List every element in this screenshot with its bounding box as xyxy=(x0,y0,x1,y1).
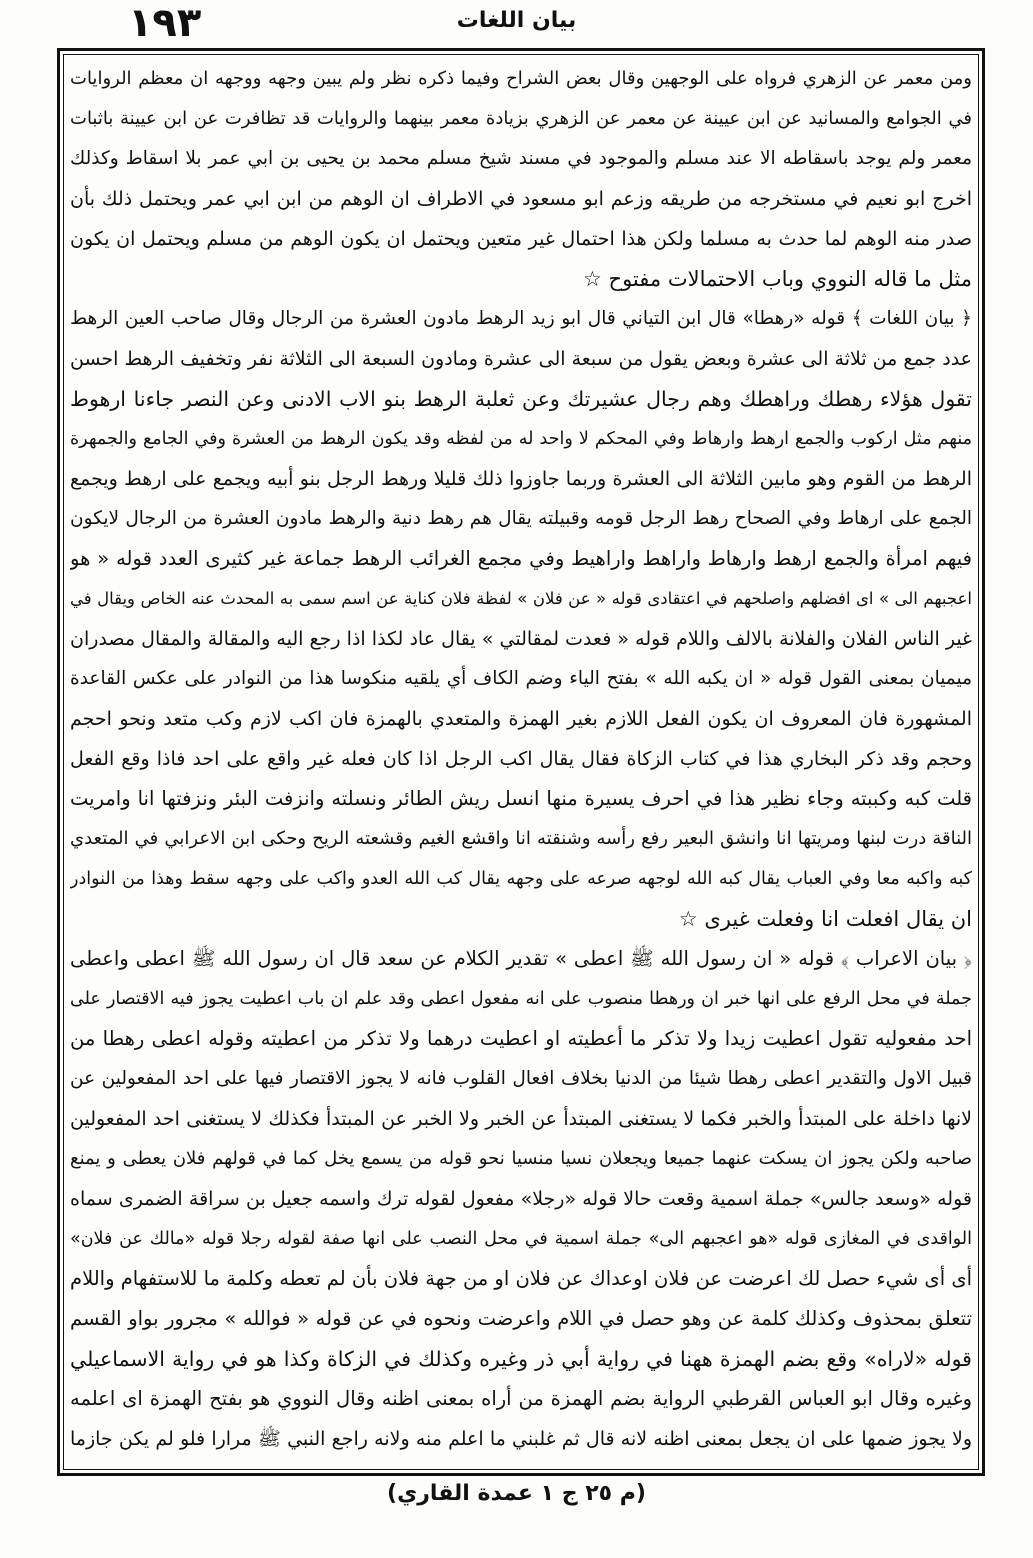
text-line: وغيره وقال ابو العباس القرطبي الرواية بضم الهمزة من أراه بمعنى اظنه وقال النووي هو بفتح الهمزة اى اعلمه xyxy=(70,1387,972,1410)
text-line: تقول هؤلاء رهطك وراهطك وهم رجال عشيرتك وعن ثعلبة الرهط بنو الاب الادنى وعن النصر جاءنا ارهوط xyxy=(70,387,972,411)
text-line: قلت كبه وكببته وجاء نظير هذا في احرف يسيرة منها انسل ريش الطائر ونسلته وانزفت البئر ونزفتها انا وامريت xyxy=(70,787,972,810)
text-line: صاحبه ولكن يجوز ان يسكت عنهما جميعا ويجعلان نسيا منسيا نحو قوله من يسمع يخل كما في قولهم فلان يعطى و يمنع xyxy=(70,1148,972,1169)
text-line: في الجوامع والمسانيد عن ابن عيينة عن معمر عن الزهري بزيادة معمر بينهما والروايات قد تظافرت عن ابن عيينة باثبات xyxy=(70,108,972,129)
text-line: تتعلق بمحذوف وكذلك كلمة عن وهو حصل في اللام واعرضت ونحوه في عن قوله « فوالله » مجرور بواو القسم xyxy=(70,1307,972,1330)
text-line: ﴿ بيان اللغات ﴾ قوله «رهطا» قال ابن التياني قال ابو زيد الرهط مادون العشرة من الرجال وقال صاحب العين الرهط xyxy=(70,308,972,329)
text-line: أى أى شيء حصل لك اعرضت عن فلان اوعداك عن فلان او من جهة فلان بأن لم تعطه وكلمة ما للاستفهام واللام xyxy=(70,1267,972,1290)
text-line: مثل ما قاله النووي وباب الاحتمالات مفتوح ☆ xyxy=(583,267,972,291)
text-line: صدر منه الوهم لما حدث به مسلما ولكن هذا احتمال غير متعين ويحتمل ان يكون الوهم من مسلم ويحتمل ان يكون xyxy=(70,228,972,250)
paragraph xyxy=(70,939,972,1459)
text-line: الناقة درت لبنها ومريتها انا وانشق البعير رفع رأسه وشنقته انا واقشع الغيم وقشعته الريح وحكى ابن الاعرابي في المتعدي xyxy=(70,828,972,849)
text-line: معمر ولم يوجد باسقاطه الا عند مسلم والموجود في مسند شيخ مسلم محمد بن يحيى بن ابي عمر بلا اسقاط وكذلك xyxy=(70,148,972,169)
text-line: فيهم امرأة والجمع ارهط وارهاط واراهط واراهيط وفي مجمع الغرائب الرهط جماعة غير كثيرى العدد قوله « هو xyxy=(70,547,972,570)
text-line: الواقدى في المغازى قوله «هو اعجبهم الى» جملة اسمية في محل النصب على انها صفة لقوله رجلا قوله «مالك عن فلان» xyxy=(70,1229,972,1249)
paragraph xyxy=(70,299,972,939)
text-line: عدد جمع من ثلاثة الى عشرة وبعض يقول من سبعة الى عشرة ومادون السبعة الى الثلاثة نفر وتخفيف الرهط احسن xyxy=(70,348,972,370)
text-line: منهم مثل اركوب والجمع ارهط وارهاط وفي المحكم لا واحد له من لفظه وقد يكون الرهط من العشرة وفي الجامع والجمهرة xyxy=(70,429,972,449)
text-line: قوله «لاراه» وقع بضم الهمزة ههنا في رواية أبي ذر وغيره وكذلك في الزكاة وكذا هو في رواية الاسماعيلي xyxy=(70,1347,972,1371)
page-frame-inner xyxy=(63,54,979,1470)
running-title: بيان اللغات xyxy=(456,8,577,33)
text-line: الجمع على ارهاط وفي الصحاح رهط الرجل قومه وقبيلته يقال هم رهط دنية والرهط مادون العشرة من الرجال لايكون xyxy=(70,508,972,529)
text-line: قوله «وسعد جالس» جملة اسمية وقعت حالا قوله «رجلا» مفعول لقوله ترك واسمه جعيل بن سراقة الضمرى سماه xyxy=(70,1188,972,1210)
text-block xyxy=(70,59,972,1459)
text-line: غير الناس الفلان والفلانة بالالف واللام قوله « فعدت لمقالتي » يقال عاد لكذا اذا رجع اليه والمقالة والمقال مصدران xyxy=(70,628,972,650)
text-line: كبه واكبه معا وفي العباب يقال كبه الله لوجهه صرعه على وجهه يقال كب الله العدو واكب على وجهه سقط وهذا من النوادر xyxy=(70,869,972,889)
text-line: ﴿ بيان الاعراب ﴾ قوله « ان رسول الله ﷺ اعطى » تقدير الكلام عن سعد قال ان رسول الله ﷺ اعطى واعطى xyxy=(70,947,972,970)
paragraph xyxy=(70,59,972,299)
text-line: ومن معمر عن الزهري فرواه على الوجهين وقال بعض الشراح وفيما ذكره نظر ولم يبين وجهه ووجهه ان معظم الروايات xyxy=(70,68,972,89)
text-line: ميميان بمعنى القول قوله « ان يكبه الله » بفتح الياء وضم الكاف أي يلقيه منكوسا هذا من النوادر على عكس القاعدة xyxy=(70,668,972,689)
text-line: وحجم وقد ذكر البخاري هذا في كتاب الزكاة فقال يقال اكب الرجل اذا كان فعله غير واقع على احد فاذا وقع الفعل xyxy=(70,748,972,770)
page-frame xyxy=(57,48,985,1476)
page-number: ١٩٣ xyxy=(128,0,202,46)
text-line: لانها داخلة على المبتدأ والخبر فكما لا يستغنى المبتدأ عن الخبر ولا الخبر عن المبتدأ فكذلك لا يستغنى احد المفعولين xyxy=(70,1108,972,1130)
text-line: اخرج ابو نعيم في مستخرجه من طريقه وزعم ابو مسعود في الاطراف ان الوهم من ابن ابي عمر ويحتمل ذلك بأن xyxy=(70,188,972,210)
text-line: اعجبهم الى » اى افضلهم واصلحهم في اعتقادى قوله « عن فلان » لفظة فلان كناية عن اسم سمى به المحدث عنه الخاص ويقال في xyxy=(70,589,972,608)
text-line: المشهورة فان المعروف ان يكون الفعل اللازم بغير الهمزة والمتعدي بالهمزة فان اكب لازم وكب متعد ونحو احجم xyxy=(70,708,972,730)
text-line: احد مفعوليه تقول اعطيت زيدا ولا تذكر ما أعطيته او اعطيت درهما ولا تذكر من اعطيته وقوله اعطى رهطا من xyxy=(70,1027,972,1050)
footer-signature: (م ٢٥ ج ١ عمدة القاري) xyxy=(387,1481,646,1506)
text-line: ان يقال افعلت انا وفعلت غيرى ☆ xyxy=(678,907,972,931)
text-line: ولا يجوز ضمها على ان يجعل بمعنى اظنه لانه قال ثم غلبني ما اعلم منه ولانه راجع النبي ﷺ مرارا فلو لم يكن جازما xyxy=(70,1428,972,1450)
text-line: قبيل الاول والتقدير اعطى رهطا شيئا من الدنيا بخلاف افعال القلوب فانه لا يجوز الاقتصار فيها على احد المفعولين عن xyxy=(70,1068,972,1089)
text-line: جملة في محل الرفع على انها خبر ان ورهطا منصوب على انه مفعول اعطى وقد علم ان باب اعطيت يجوز فيه الاقتصار على xyxy=(70,989,972,1009)
text-line: الرهط من القوم وهو مابين الثلاثة الى العشرة وربما جاوزوا ذلك قليلا ورهط الرجل بنو أبيه ويجمع على ارهط ويجمع xyxy=(70,468,972,490)
